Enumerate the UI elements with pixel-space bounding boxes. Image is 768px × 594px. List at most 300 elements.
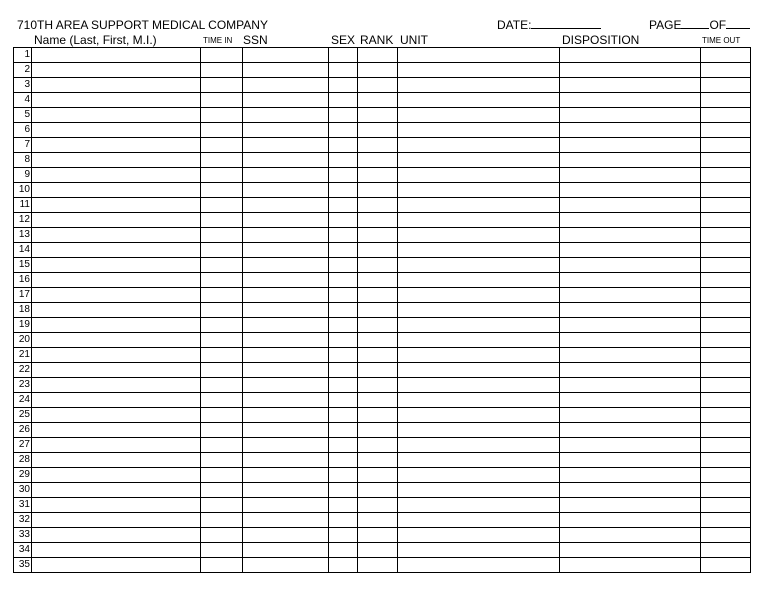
disposition-cell[interactable] [560, 393, 701, 408]
disposition-cell[interactable] [560, 183, 701, 198]
rank-cell[interactable] [358, 93, 398, 108]
ssn-cell[interactable] [243, 498, 329, 513]
disposition-cell[interactable] [560, 123, 701, 138]
time-in-cell[interactable] [201, 483, 243, 498]
name-cell[interactable] [32, 558, 201, 573]
time-in-cell[interactable] [201, 123, 243, 138]
sex-cell[interactable] [329, 393, 358, 408]
rank-cell[interactable] [358, 408, 398, 423]
rank-cell[interactable] [358, 78, 398, 93]
name-cell[interactable] [32, 213, 201, 228]
unit-cell[interactable] [398, 558, 560, 573]
name-cell[interactable] [32, 348, 201, 363]
unit-cell[interactable] [398, 333, 560, 348]
time-out-cell[interactable] [701, 288, 751, 303]
ssn-cell[interactable] [243, 483, 329, 498]
ssn-cell[interactable] [243, 453, 329, 468]
rank-cell[interactable] [358, 348, 398, 363]
time-in-cell[interactable] [201, 453, 243, 468]
sex-cell[interactable] [329, 108, 358, 123]
time-in-cell[interactable] [201, 408, 243, 423]
time-in-cell[interactable] [201, 363, 243, 378]
time-out-cell[interactable] [701, 153, 751, 168]
ssn-cell[interactable] [243, 378, 329, 393]
sex-cell[interactable] [329, 363, 358, 378]
time-out-cell[interactable] [701, 108, 751, 123]
rank-cell[interactable] [358, 303, 398, 318]
disposition-cell[interactable] [560, 48, 701, 63]
table-row [14, 423, 751, 438]
time-out-cell[interactable] [701, 498, 751, 513]
sex-cell[interactable] [329, 318, 358, 333]
name-cell[interactable] [32, 243, 201, 258]
ssn-cell[interactable] [243, 348, 329, 363]
time-in-cell[interactable] [201, 258, 243, 273]
disposition-cell[interactable] [560, 198, 701, 213]
table-row [14, 333, 751, 348]
name-cell[interactable] [32, 168, 201, 183]
unit-cell[interactable] [398, 183, 560, 198]
unit-cell[interactable] [398, 378, 560, 393]
rank-cell[interactable] [358, 318, 398, 333]
unit-cell[interactable] [398, 108, 560, 123]
name-cell[interactable] [32, 438, 201, 453]
time-in-cell[interactable] [201, 138, 243, 153]
sex-cell[interactable] [329, 93, 358, 108]
ssn-cell[interactable] [243, 288, 329, 303]
ssn-cell[interactable] [243, 228, 329, 243]
sex-cell[interactable] [329, 348, 358, 363]
rank-cell[interactable] [358, 498, 398, 513]
sex-cell[interactable] [329, 408, 358, 423]
name-cell[interactable] [32, 393, 201, 408]
disposition-cell[interactable] [560, 498, 701, 513]
rank-cell[interactable] [358, 123, 398, 138]
disposition-cell[interactable] [560, 303, 701, 318]
disposition-cell[interactable] [560, 453, 701, 468]
time-out-cell[interactable] [701, 558, 751, 573]
row-number: 23 [14, 378, 32, 393]
unit-cell[interactable] [398, 48, 560, 63]
disposition-cell[interactable] [560, 213, 701, 228]
rank-cell[interactable] [358, 378, 398, 393]
time-in-cell[interactable] [201, 288, 243, 303]
time-out-cell[interactable] [701, 363, 751, 378]
time-out-cell[interactable] [701, 228, 751, 243]
rank-cell[interactable] [358, 198, 398, 213]
sex-cell[interactable] [329, 513, 358, 528]
rank-cell[interactable] [358, 453, 398, 468]
table-row [14, 78, 751, 93]
sex-cell[interactable] [329, 378, 358, 393]
ssn-cell[interactable] [243, 213, 329, 228]
time-in-cell[interactable] [201, 543, 243, 558]
rank-cell[interactable] [358, 333, 398, 348]
time-in-cell[interactable] [201, 273, 243, 288]
sex-cell[interactable] [329, 423, 358, 438]
disposition-cell[interactable] [560, 318, 701, 333]
rank-cell[interactable] [358, 258, 398, 273]
disposition-cell[interactable] [560, 138, 701, 153]
table-row [14, 378, 751, 393]
time-in-cell[interactable] [201, 558, 243, 573]
time-in-cell[interactable] [201, 393, 243, 408]
unit-cell[interactable] [398, 528, 560, 543]
time-in-cell[interactable] [201, 108, 243, 123]
date-field[interactable] [497, 19, 601, 31]
sex-cell[interactable] [329, 168, 358, 183]
name-cell[interactable] [32, 408, 201, 423]
sex-cell[interactable] [329, 183, 358, 198]
rank-cell[interactable] [358, 228, 398, 243]
ssn-cell[interactable] [243, 273, 329, 288]
time-out-cell[interactable] [701, 528, 751, 543]
name-cell[interactable] [32, 48, 201, 63]
time-in-cell[interactable] [201, 333, 243, 348]
rank-cell[interactable] [358, 138, 398, 153]
unit-cell[interactable] [398, 198, 560, 213]
unit-cell[interactable] [398, 63, 560, 78]
time-out-cell[interactable] [701, 468, 751, 483]
table-row [14, 108, 751, 123]
row-number: 25 [14, 408, 32, 423]
rank-cell[interactable] [358, 423, 398, 438]
ssn-cell[interactable] [243, 48, 329, 63]
sex-cell[interactable] [329, 78, 358, 93]
time-in-cell[interactable] [201, 303, 243, 318]
disposition-cell[interactable] [560, 228, 701, 243]
sex-cell[interactable] [329, 483, 358, 498]
sex-cell[interactable] [329, 303, 358, 318]
time-in-cell[interactable] [201, 438, 243, 453]
time-out-cell[interactable] [701, 438, 751, 453]
name-cell[interactable] [32, 483, 201, 498]
disposition-cell[interactable] [560, 348, 701, 363]
disposition-cell[interactable] [560, 108, 701, 123]
sex-cell[interactable] [329, 528, 358, 543]
unit-cell[interactable] [398, 243, 560, 258]
row-number: 9 [14, 168, 32, 183]
name-cell[interactable] [32, 123, 201, 138]
page-total-blank[interactable] [726, 19, 750, 29]
sex-cell[interactable] [329, 288, 358, 303]
time-in-cell[interactable] [201, 528, 243, 543]
unit-cell[interactable] [398, 288, 560, 303]
sex-cell[interactable] [329, 63, 358, 78]
name-cell[interactable] [32, 513, 201, 528]
sex-cell[interactable] [329, 228, 358, 243]
name-cell[interactable] [32, 528, 201, 543]
disposition-cell[interactable] [560, 408, 701, 423]
row-number: 5 [14, 108, 32, 123]
rank-cell[interactable] [358, 288, 398, 303]
table-row [14, 558, 751, 573]
time-out-cell[interactable] [701, 513, 751, 528]
name-cell[interactable] [32, 198, 201, 213]
disposition-cell[interactable] [560, 513, 701, 528]
disposition-cell[interactable] [560, 558, 701, 573]
time-out-cell[interactable] [701, 333, 751, 348]
sex-cell[interactable] [329, 438, 358, 453]
time-in-cell[interactable] [201, 78, 243, 93]
ssn-cell[interactable] [243, 153, 329, 168]
time-in-cell[interactable] [201, 318, 243, 333]
name-cell[interactable] [32, 228, 201, 243]
ssn-cell[interactable] [243, 63, 329, 78]
unit-cell[interactable] [398, 468, 560, 483]
time-out-cell[interactable] [701, 408, 751, 423]
page-field[interactable] [649, 19, 750, 31]
name-cell[interactable] [32, 63, 201, 78]
rank-cell[interactable] [358, 363, 398, 378]
time-in-cell[interactable] [201, 183, 243, 198]
ssn-cell[interactable] [243, 78, 329, 93]
unit-cell[interactable] [398, 258, 560, 273]
time-in-cell[interactable] [201, 198, 243, 213]
rank-cell[interactable] [358, 543, 398, 558]
time-in-cell[interactable] [201, 63, 243, 78]
time-out-cell[interactable] [701, 123, 751, 138]
rank-cell[interactable] [358, 558, 398, 573]
time-out-cell[interactable] [701, 93, 751, 108]
disposition-cell[interactable] [560, 243, 701, 258]
ssn-cell[interactable] [243, 183, 329, 198]
rank-cell[interactable] [358, 468, 398, 483]
time-in-cell[interactable] [201, 48, 243, 63]
table-row [14, 198, 751, 213]
ssn-cell[interactable] [243, 558, 329, 573]
sex-cell[interactable] [329, 153, 358, 168]
ssn-cell[interactable] [243, 93, 329, 108]
unit-cell[interactable] [398, 408, 560, 423]
sex-cell[interactable] [329, 498, 358, 513]
date-blank[interactable] [531, 19, 601, 29]
unit-cell[interactable] [398, 498, 560, 513]
disposition-cell[interactable] [560, 333, 701, 348]
name-cell[interactable] [32, 423, 201, 438]
time-out-cell[interactable] [701, 213, 751, 228]
rank-cell[interactable] [358, 168, 398, 183]
unit-cell[interactable] [398, 123, 560, 138]
unit-cell[interactable] [398, 438, 560, 453]
unit-cell[interactable] [398, 483, 560, 498]
ssn-cell[interactable] [243, 423, 329, 438]
name-cell[interactable] [32, 318, 201, 333]
time-in-cell[interactable] [201, 213, 243, 228]
ssn-cell[interactable] [243, 513, 329, 528]
sex-cell[interactable] [329, 468, 358, 483]
unit-cell[interactable] [398, 363, 560, 378]
time-out-cell[interactable] [701, 543, 751, 558]
sex-cell[interactable] [329, 333, 358, 348]
ssn-cell[interactable] [243, 438, 329, 453]
name-cell[interactable] [32, 138, 201, 153]
time-in-cell[interactable] [201, 243, 243, 258]
disposition-cell[interactable] [560, 363, 701, 378]
name-cell[interactable] [32, 543, 201, 558]
unit-cell[interactable] [398, 348, 560, 363]
time-out-cell[interactable] [701, 453, 751, 468]
rank-cell[interactable] [358, 513, 398, 528]
time-in-cell[interactable] [201, 378, 243, 393]
time-in-cell[interactable] [201, 423, 243, 438]
rank-cell[interactable] [358, 483, 398, 498]
unit-cell[interactable] [398, 543, 560, 558]
ssn-cell[interactable] [243, 108, 329, 123]
time-out-cell[interactable] [701, 393, 751, 408]
ssn-cell[interactable] [243, 303, 329, 318]
unit-cell[interactable] [398, 513, 560, 528]
time-out-cell[interactable] [701, 138, 751, 153]
rank-cell[interactable] [358, 153, 398, 168]
ssn-cell[interactable] [243, 543, 329, 558]
sex-cell[interactable] [329, 273, 358, 288]
time-in-cell[interactable] [201, 468, 243, 483]
sex-cell[interactable] [329, 123, 358, 138]
unit-cell[interactable] [398, 93, 560, 108]
rank-cell[interactable] [358, 48, 398, 63]
unit-cell[interactable] [398, 273, 560, 288]
name-cell[interactable] [32, 303, 201, 318]
unit-cell[interactable] [398, 453, 560, 468]
unit-cell[interactable] [398, 393, 560, 408]
unit-cell[interactable] [398, 318, 560, 333]
rank-cell[interactable] [358, 183, 398, 198]
disposition-cell[interactable] [560, 378, 701, 393]
name-cell[interactable] [32, 453, 201, 468]
sex-cell[interactable] [329, 243, 358, 258]
name-cell[interactable] [32, 93, 201, 108]
ssn-cell[interactable] [243, 408, 329, 423]
disposition-cell[interactable] [560, 153, 701, 168]
unit-cell[interactable] [398, 168, 560, 183]
unit-cell[interactable] [398, 78, 560, 93]
disposition-cell[interactable] [560, 543, 701, 558]
disposition-cell[interactable] [560, 468, 701, 483]
row-number: 6 [14, 123, 32, 138]
rank-cell[interactable] [358, 213, 398, 228]
time-in-cell[interactable] [201, 168, 243, 183]
disposition-cell[interactable] [560, 483, 701, 498]
sex-cell[interactable] [329, 138, 358, 153]
name-cell[interactable] [32, 78, 201, 93]
name-cell[interactable] [32, 378, 201, 393]
unit-cell[interactable] [398, 213, 560, 228]
disposition-cell[interactable] [560, 423, 701, 438]
name-cell[interactable] [32, 183, 201, 198]
sex-cell[interactable] [329, 258, 358, 273]
row-number: 12 [14, 213, 32, 228]
time-out-cell[interactable] [701, 303, 751, 318]
time-out-cell[interactable] [701, 258, 751, 273]
rank-cell[interactable] [358, 273, 398, 288]
disposition-cell[interactable] [560, 438, 701, 453]
rank-cell[interactable] [358, 528, 398, 543]
time-in-cell[interactable] [201, 153, 243, 168]
name-cell[interactable] [32, 468, 201, 483]
time-out-cell[interactable] [701, 318, 751, 333]
ssn-cell[interactable] [243, 123, 329, 138]
name-cell[interactable] [32, 258, 201, 273]
disposition-cell[interactable] [560, 93, 701, 108]
time-out-cell[interactable] [701, 48, 751, 63]
ssn-cell[interactable] [243, 198, 329, 213]
disposition-cell[interactable] [560, 168, 701, 183]
disposition-cell[interactable] [560, 273, 701, 288]
sex-cell[interactable] [329, 558, 358, 573]
name-cell[interactable] [32, 333, 201, 348]
unit-cell[interactable] [398, 423, 560, 438]
time-in-cell[interactable] [201, 513, 243, 528]
name-cell[interactable] [32, 108, 201, 123]
ssn-cell[interactable] [243, 168, 329, 183]
sex-cell[interactable] [329, 198, 358, 213]
time-in-cell[interactable] [201, 228, 243, 243]
time-out-cell[interactable] [701, 423, 751, 438]
ssn-cell[interactable] [243, 318, 329, 333]
page-number-blank[interactable] [681, 19, 709, 29]
sex-cell[interactable] [329, 453, 358, 468]
disposition-cell[interactable] [560, 528, 701, 543]
ssn-cell[interactable] [243, 258, 329, 273]
table-row [14, 513, 751, 528]
sex-cell[interactable] [329, 213, 358, 228]
time-out-cell[interactable] [701, 78, 751, 93]
time-out-cell[interactable] [701, 348, 751, 363]
time-in-cell[interactable] [201, 93, 243, 108]
sex-cell[interactable] [329, 48, 358, 63]
ssn-cell[interactable] [243, 243, 329, 258]
disposition-cell[interactable] [560, 63, 701, 78]
unit-cell[interactable] [398, 228, 560, 243]
time-out-cell[interactable] [701, 273, 751, 288]
name-cell[interactable] [32, 153, 201, 168]
ssn-cell[interactable] [243, 363, 329, 378]
rank-cell[interactable] [358, 108, 398, 123]
ssn-cell[interactable] [243, 393, 329, 408]
time-in-cell[interactable] [201, 498, 243, 513]
time-out-cell[interactable] [701, 243, 751, 258]
name-cell[interactable] [32, 498, 201, 513]
time-out-cell[interactable] [701, 183, 751, 198]
table-row [14, 453, 751, 468]
time-out-cell[interactable] [701, 168, 751, 183]
name-cell[interactable] [32, 273, 201, 288]
time-out-cell[interactable] [701, 378, 751, 393]
unit-cell[interactable] [398, 138, 560, 153]
disposition-cell[interactable] [560, 78, 701, 93]
rank-cell[interactable] [358, 393, 398, 408]
disposition-cell[interactable] [560, 288, 701, 303]
ssn-cell[interactable] [243, 138, 329, 153]
disposition-cell[interactable] [560, 258, 701, 273]
rank-cell[interactable] [358, 243, 398, 258]
name-cell[interactable] [32, 363, 201, 378]
time-out-cell[interactable] [701, 63, 751, 78]
time-in-cell[interactable] [201, 348, 243, 363]
rank-cell[interactable] [358, 438, 398, 453]
ssn-cell[interactable] [243, 528, 329, 543]
name-cell[interactable] [32, 288, 201, 303]
time-out-cell[interactable] [701, 483, 751, 498]
unit-cell[interactable] [398, 303, 560, 318]
sex-cell[interactable] [329, 543, 358, 558]
time-out-cell[interactable] [701, 198, 751, 213]
unit-cell[interactable] [398, 153, 560, 168]
ssn-cell[interactable] [243, 333, 329, 348]
rank-cell[interactable] [358, 63, 398, 78]
ssn-cell[interactable] [243, 468, 329, 483]
